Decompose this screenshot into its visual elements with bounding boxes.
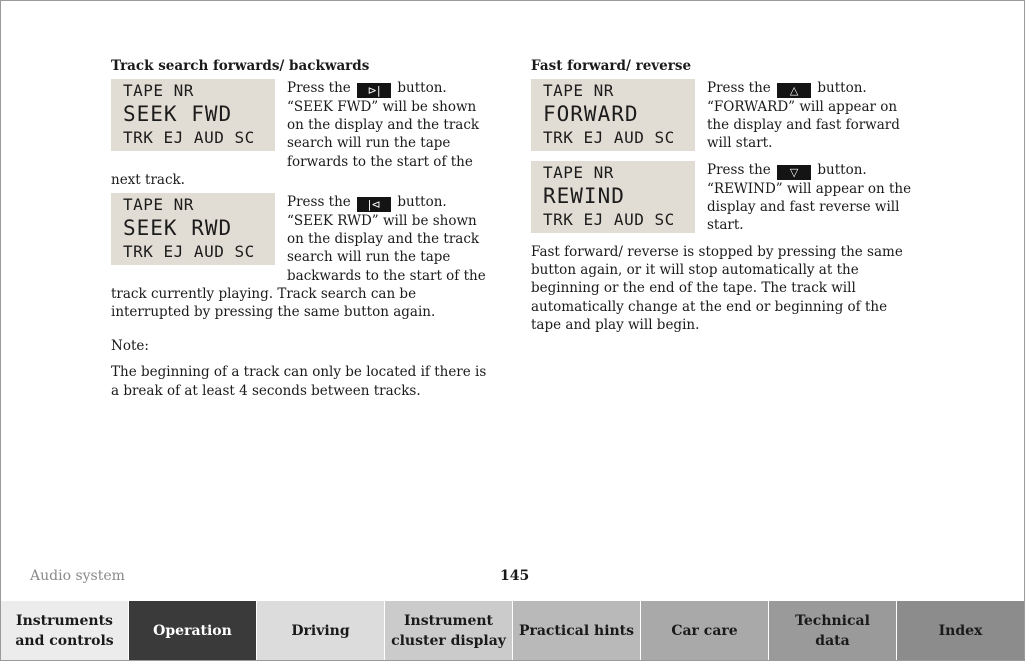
seek-rwd-display (111, 193, 275, 265)
lcd-line-2: FORWARD (543, 102, 639, 126)
section-title: Audio system (30, 568, 125, 584)
lcd-line-3: TRK EJ AUD SC (543, 210, 675, 229)
rewind-block (531, 161, 913, 243)
left-column (111, 56, 493, 400)
fast-forward-stop-paragraph: Fast forward/ reverse is stopped by pressing the same button again, or it will stop automatically at the beginning or the end of the tape. The track will automatically change at the end or beginning of the tape and play will begin. (531, 244, 903, 333)
note-label: Note: (111, 338, 149, 355)
button-text: button. (397, 194, 447, 211)
forward-block (531, 79, 913, 161)
lcd-line-3: TRK EJ AUD SC (123, 128, 255, 147)
rewind-description: “REWIND” will appear on the display and fast reverse will start. (707, 181, 912, 234)
seek-rwd-description: “SEEK RWD” will be shown on the display and the track search will run the tape backwards to the start of the track currently playing. Track search can be interrupted by pressing the same button again. (111, 213, 486, 321)
press-the-text: Press the (707, 162, 771, 178)
fast-forward-button-icon: △ (777, 83, 811, 98)
tab-instrument-cluster-display[interactable]: Instrument cluster display (385, 601, 513, 660)
seek-fwd-description: “SEEK FWD” will be shown on the display and the track search will run the tape forwards to the start of the next track. (111, 99, 480, 188)
button-text: button. (817, 162, 867, 178)
track-search-heading: Track search forwards/ backwards (111, 58, 370, 74)
press-the-text: Press the (287, 194, 351, 211)
press-the-text: Press the (707, 80, 771, 96)
lcd-line-1: TAPE NR (123, 195, 194, 215)
lcd-line-2: SEEK FWD (123, 102, 233, 126)
tab-instruments-and-controls[interactable]: Instruments and controls (1, 601, 129, 660)
lcd-line-3: TRK EJ AUD SC (543, 128, 675, 147)
lcd-line-1: TAPE NR (123, 81, 194, 100)
tab-index[interactable]: Index (897, 601, 1024, 660)
forward-description: “FORWARD” will appear on the display and fast forward will start. (707, 99, 900, 152)
tab-driving[interactable]: Driving (257, 601, 385, 660)
lcd-line-3: TRK EJ AUD SC (123, 242, 255, 262)
fast-forward-reverse-heading: Fast forward/ reverse (531, 58, 692, 74)
page-number: 145 (500, 568, 530, 584)
tab-technical-data[interactable]: Technical data (769, 601, 897, 660)
rewind-display (531, 161, 695, 233)
seek-forward-button-icon: ⊳| (357, 83, 391, 98)
tab-practical-hints[interactable]: Practical hints (513, 601, 641, 660)
lcd-line-1: TAPE NR (543, 163, 614, 182)
right-column (531, 56, 913, 334)
tab-operation[interactable]: Operation (129, 601, 257, 660)
press-the-text: Press the (287, 80, 351, 96)
button-text: button. (817, 80, 867, 96)
note-text: The beginning of a track can only be located if there is a break of at least 4 seconds between tracks. (111, 364, 487, 399)
tab-car-care[interactable]: Car care (641, 601, 769, 660)
forward-display (531, 79, 695, 151)
button-text: button. (397, 80, 447, 96)
seek-fwd-display (111, 79, 275, 151)
lcd-line-1: TAPE NR (543, 81, 614, 100)
lcd-line-2: SEEK RWD (123, 216, 233, 241)
rewind-button-icon: ▽ (777, 165, 811, 180)
seek-backward-button-icon: |⊲ (357, 197, 391, 212)
seek-rwd-block (111, 193, 493, 321)
chapter-navigation (1, 601, 1024, 660)
lcd-line-2: REWIND (543, 184, 625, 208)
seek-fwd-block (111, 79, 493, 189)
